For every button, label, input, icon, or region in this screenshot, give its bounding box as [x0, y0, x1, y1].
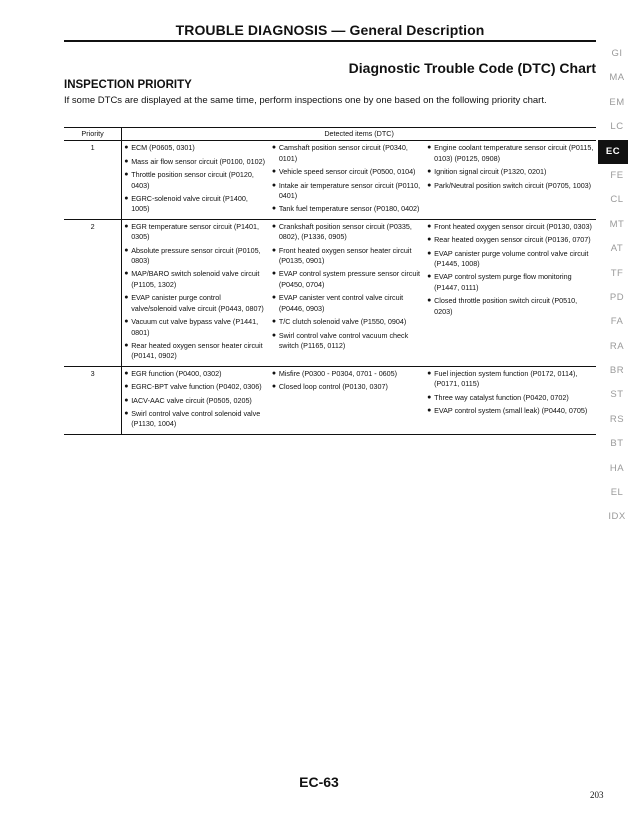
dtc-column: [122, 141, 270, 219]
dtc-item-text: Closed loop control (P0130, 0307): [278, 382, 388, 392]
dtc-item-text: Crankshaft position sensor circuit (P0335, 0802), (P1336, 0905): [278, 221, 412, 242]
dtc-item-text: Mass air flow sensor circuit (P0100, 0102): [131, 156, 266, 166]
dtc-item: [427, 406, 594, 416]
dtc-item: [272, 269, 423, 290]
section-tab-tf[interactable]: TF: [610, 267, 624, 279]
dtc-item: [124, 170, 268, 191]
priority-row: [64, 141, 596, 219]
section-tab-br[interactable]: BR: [609, 365, 625, 377]
dtc-item-text: EVAP control system (small leak) (P0440, 0705): [434, 405, 588, 415]
bullet-icon: ●: [271, 383, 277, 391]
section-heading: INSPECTION PRIORITY: [64, 79, 192, 91]
dtc-item: [272, 181, 423, 202]
dtc-item-text: EVAP canister purge control valve/solenoid valve circuit (P0443, 0807): [131, 293, 264, 313]
dtc-item-text: Swirl control valve control vacuum check switch (P1165, 0112): [278, 330, 409, 350]
dtc-item-text: Intake air temperature sensor circuit (P0110, 0401): [278, 180, 421, 201]
bullet-icon: ●: [124, 383, 129, 391]
bullet-icon: ●: [271, 205, 277, 213]
bullet-icon: ●: [124, 396, 129, 404]
priority-value: 2: [64, 219, 122, 366]
section-tab-bt[interactable]: BT: [610, 438, 624, 450]
dtc-item: [124, 341, 268, 362]
dtc-item-text: EGRC-solenoid valve circuit (P1400, 1005): [131, 194, 248, 214]
dtc-item: [272, 293, 423, 314]
bullet-icon: ●: [271, 222, 277, 230]
dtc-item-text: Three way catalyst function (P0420, 0702): [434, 392, 569, 402]
bullet-icon: ●: [427, 222, 432, 230]
dtc-item-text: Rear heated oxygen sensor heater circuit (P0141, 0902): [131, 340, 263, 361]
bullet-icon: ●: [124, 246, 129, 254]
dtc-item: [427, 235, 594, 245]
bullet-icon: ●: [124, 409, 129, 417]
dtc-item-text: Closed throttle position switch circuit (P0510, 0203): [434, 296, 578, 316]
dtc-item-text: Throttle position sensor circuit (P0120, 0403): [131, 170, 254, 190]
section-tab-ma[interactable]: MA: [609, 72, 625, 84]
dtc-column: [425, 366, 596, 434]
header-rule: [64, 40, 596, 42]
dtc-item-text: MAP/BARO switch solenoid valve circuit (P1105, 1302): [131, 269, 260, 289]
section-tab-idx[interactable]: IDX: [608, 511, 626, 523]
bullet-icon: ●: [427, 406, 432, 414]
bullet-icon: ●: [124, 144, 129, 152]
page-header-title: TROUBLE DIAGNOSIS — General Description: [175, 22, 485, 38]
dtc-item: [427, 143, 594, 164]
dtc-item: [124, 396, 268, 406]
section-tab-cl[interactable]: CL: [610, 194, 624, 206]
dtc-item: [124, 293, 268, 314]
bullet-icon: ●: [271, 270, 277, 278]
section-tab-em[interactable]: EM: [609, 96, 625, 108]
section-tab-mt[interactable]: MT: [609, 218, 625, 230]
dtc-item: [427, 249, 594, 270]
dtc-column: [270, 219, 425, 366]
dtc-item-text: EVAP control system purge flow monitoring (P1447, 0111): [434, 272, 572, 292]
dtc-item: [427, 167, 594, 177]
dtc-item-text: ECM (P0605, 0301): [131, 143, 195, 153]
bullet-icon: ●: [427, 369, 432, 377]
page-number: EC-63: [299, 774, 339, 790]
dtc-item-text: Front heated oxygen sensor circuit (P0130, 0303): [434, 221, 592, 231]
dtc-priority-table: [64, 127, 596, 435]
bullet-icon: ●: [427, 168, 432, 176]
dtc-column: [270, 141, 425, 219]
dtc-item: [124, 382, 268, 392]
bullet-icon: ●: [427, 297, 432, 305]
dtc-item-text: Tank fuel temperature sensor (P0180, 0402): [278, 204, 420, 214]
dtc-item: [427, 272, 594, 293]
bullet-icon: ●: [124, 171, 129, 179]
section-tab-rs[interactable]: RS: [609, 413, 625, 425]
bullet-icon: ●: [427, 236, 432, 244]
dtc-item: [272, 222, 423, 243]
section-tab-ec[interactable]: EC: [598, 140, 628, 164]
bullet-icon: ●: [271, 318, 277, 326]
dtc-item: [124, 409, 268, 430]
bullet-icon: ●: [271, 168, 277, 176]
bullet-icon: ●: [124, 270, 129, 278]
dtc-item-text: Fuel injection system function (P0172, 0114), (P0171, 0115): [434, 368, 578, 389]
priority-value: 3: [64, 366, 122, 434]
bullet-icon: ●: [271, 369, 277, 377]
bullet-icon: ●: [124, 222, 129, 230]
section-tab-ra[interactable]: RA: [609, 340, 625, 352]
detected-items-column-header: Detected items (DTC): [122, 128, 596, 141]
chart-title: Diagnostic Trouble Code (DTC) Chart: [348, 60, 596, 76]
dtc-item: [427, 222, 594, 232]
dtc-item-text: Vacuum cut valve bypass valve (P1441, 0801): [131, 317, 259, 337]
dtc-item-text: EVAP canister vent control valve circuit (P0446, 0903): [278, 293, 404, 313]
bullet-icon: ●: [124, 369, 129, 377]
section-tab-fe[interactable]: FE: [610, 169, 624, 181]
dtc-item-text: Engine coolant temperature sensor circuit (P0115, 0103) (P0125, 0908): [434, 143, 594, 163]
dtc-item: [272, 143, 423, 164]
bullet-icon: ●: [124, 341, 129, 349]
dtc-item: [124, 269, 268, 290]
dtc-item-text: Camshaft position sensor circuit (P0340, 0101): [278, 143, 408, 163]
dtc-item-text: EGRC-BPT valve function (P0402, 0306): [131, 382, 262, 392]
dtc-item-text: EVAP control system pressure sensor circuit (P0450, 0704): [278, 269, 420, 289]
bullet-icon: ●: [271, 246, 277, 254]
dtc-item-text: IACV-AAC valve circuit (P0505, 0205): [131, 395, 252, 405]
dtc-column: [425, 141, 596, 219]
dtc-item-text: Swirl control valve control solenoid valve (P1130, 1004): [131, 408, 261, 429]
dtc-item: [124, 222, 268, 243]
priority-column-header: Priority: [64, 128, 122, 141]
dtc-item: [427, 296, 594, 317]
bullet-icon: ●: [124, 195, 129, 203]
dtc-item-text: Front heated oxygen sensor heater circuit (P0135, 0901): [278, 245, 412, 266]
dtc-item-text: Vehicle speed sensor circuit (P0500, 0104): [278, 167, 416, 177]
dtc-item: [427, 393, 594, 403]
dtc-item: [124, 194, 268, 215]
priority-row: [64, 366, 596, 434]
priority-value: 1: [64, 141, 122, 219]
bullet-icon: ●: [427, 144, 432, 152]
dtc-column: [425, 219, 596, 366]
dtc-item-text: Misfire (P0300 - P0304, 0701 - 0605): [278, 368, 398, 378]
dtc-item-text: Park/Neutral position switch circuit (P0705, 1003): [434, 180, 592, 190]
dtc-column: [270, 366, 425, 434]
bullet-icon: ●: [271, 294, 277, 302]
dtc-item-text: Rear heated oxygen sensor circuit (P0136, 0707): [434, 235, 591, 245]
section-tab-pd[interactable]: PD: [609, 291, 625, 303]
bullet-icon: ●: [427, 273, 432, 281]
section-tab-at[interactable]: AT: [610, 243, 624, 255]
dtc-item: [272, 204, 423, 214]
dtc-item: [272, 317, 423, 327]
bullet-icon: ●: [271, 181, 277, 189]
dtc-item: [272, 331, 423, 352]
dtc-item: [124, 369, 268, 379]
dtc-column: [122, 219, 270, 366]
dtc-item-text: EGR function (P0400, 0302): [131, 368, 222, 378]
bullet-icon: ●: [427, 249, 432, 257]
dtc-item-text: Ignition signal circuit (P1320, 0201): [434, 167, 547, 177]
bullet-icon: ●: [124, 157, 129, 165]
section-tab-lc[interactable]: LC: [610, 121, 624, 133]
priority-row: [64, 219, 596, 366]
dtc-item-text: EVAP canister purge volume control valve circuit (P1445, 1008): [434, 248, 589, 269]
section-tab-el[interactable]: EL: [610, 487, 624, 499]
dtc-column: [122, 366, 270, 434]
dtc-item: [124, 246, 268, 267]
dtc-item: [427, 181, 594, 191]
bullet-icon: ●: [427, 393, 432, 401]
dtc-item: [427, 369, 594, 390]
bullet-icon: ●: [124, 318, 129, 326]
dtc-item: [124, 317, 268, 338]
bullet-icon: ●: [271, 331, 277, 339]
sheet-number: 203: [590, 790, 604, 800]
dtc-item: [272, 246, 423, 267]
bullet-icon: ●: [427, 181, 432, 189]
dtc-item-text: EGR temperature sensor circuit (P1401, 0305): [131, 221, 260, 242]
section-tab-st[interactable]: ST: [610, 389, 624, 401]
section-tab-ha[interactable]: HA: [609, 462, 625, 474]
intro-paragraph: If some DTCs are displayed at the same time, perform inspections one by one based on the following priority chart.: [64, 95, 547, 106]
dtc-item: [124, 143, 268, 153]
dtc-item: [272, 167, 423, 177]
dtc-item: [272, 369, 423, 379]
dtc-item: [124, 157, 268, 167]
section-tab-sidebar: [596, 42, 638, 530]
section-tab-gi[interactable]: GI: [611, 48, 623, 59]
bullet-icon: ●: [124, 294, 129, 302]
bullet-icon: ●: [271, 144, 277, 152]
dtc-item-text: T/C clutch solenoid valve (P1550, 0904): [278, 317, 407, 327]
section-tab-fa[interactable]: FA: [610, 316, 624, 328]
dtc-item-text: Absolute pressure sensor circuit (P0105, 0803): [131, 245, 261, 266]
dtc-item: [272, 382, 423, 392]
